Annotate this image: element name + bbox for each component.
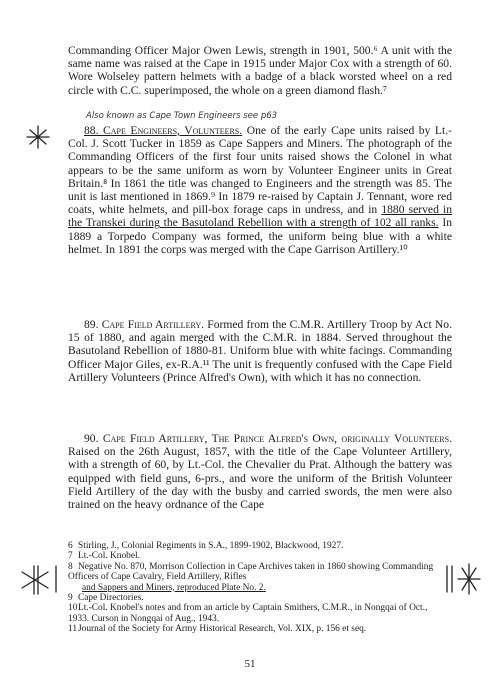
footnote-6: 6 Stirling, J., Colonial Regiments in S.A., 1899-1902, Blackwood, 1927.	[68, 541, 344, 551]
section-89-heading: 89. Cape Field Artillery.	[84, 318, 205, 331]
section-88-heading: 88. Cape Engineers, Volunteers.	[84, 124, 243, 137]
asterisk-mark-left-bottom	[22, 566, 56, 594]
section-89-body: Formed from the C.M.R. Artillery Troop by Act No. 15 of 1880, and again merged with the C.M.R. in 1884. Served throughout the Basutoland Rebellion of 1880-81. Uniform blue with white facings. Commanding Officer Major Giles, ex-R.A.¹¹ The unit is frequently confused with the Cape Field Artillery Volunteers (Prince Alfred's Own), with which it has no connection.	[68, 318, 452, 384]
section-90-body: Raised on the 26th August, 1857, with the title of the Cape Volunteer Artillery, with a strength of 60, by Lt.-Col. the Chevalier du Prat. Although the battery was equipped with field guns, 6-prs., and wore the uniform of the British Volunteer Field Artillery of the day with the busby and carried swords, the men were also trained on the heavy ordnance of the Cape	[68, 445, 452, 512]
section-88	[68, 124, 452, 256]
footnote-7: 7 Lt.-Col. Knobel.	[68, 551, 140, 562]
section-90-heading: 90. Cape Field Artillery, The Prince Alfred's Own, originally Volunteers.	[84, 432, 452, 445]
footnote-9: 9 Cape Directories.	[68, 593, 144, 604]
footnotes	[68, 541, 446, 635]
asterisk-mark-left-top	[27, 126, 49, 148]
page-number: 51	[244, 658, 256, 670]
intro-paragraph	[68, 44, 452, 97]
asterisk-mark-right-bottom	[447, 564, 480, 594]
footnote-10: 10Lt.-Col. Knobel's notes and from an article by Captain Smithers, C.M.R., in Nongqai of Oct., 1933. Curson in Nongqai of Aug., 1943.	[68, 603, 428, 624]
section-88-underlined: 1880 served in the Transkei during the Basutoland Rebellion with a strength of 102 all ranks.	[68, 203, 452, 230]
section-88-body-2: In 1889 a Torpedo Company was formed, the uniform being blue with a white helmet. In 1891 the corps was merged with the Cape Garrison Artillery.¹⁰	[68, 216, 452, 256]
section-88-body-1: One of the early Cape units raised by Lt.-Col. J. Scott Tucker in 1859 as Cape Sappers and Miners. The photograph of the Commanding Officers of the first four units raised shows the Colonel in what appears to be the same uniform as worn by Volunteer Engineer units in Great Britain.⁸ In 1861 the title was changed to Engineers and the strength was 85. The unit is last mentioned in 1869.⁹ In 1879 re-raised by Captain J. Tennant, wore red coats, white helmets, and pill-box forage caps in undress, and in	[68, 124, 452, 217]
handwritten-note: Also known as Cape Town Engineers see p63	[86, 111, 278, 121]
section-90	[68, 432, 452, 511]
footnote-8: 8 Negative No. 870, Morrison Collection in Cape Archives taken in 1860 showing Commanding Officers of Cape Cavalry, Field Artillery, Rifles and Sappers and Miners, reproduced Plate No. 2.	[68, 561, 434, 593]
intro-text: Commanding Officer Major Owen Lewis, strength in 1901, 500.⁶ A unit with the same name was raised at the Cape in 1915 under Major Cox with a strength of 60. Wore Wolseley pattern helmets with a badge of a black worsted wheel on a red circle with C.C. superimposed, the whole on a green diamond flash.⁷	[68, 44, 452, 97]
section-89	[68, 318, 452, 384]
footnote-11: 11Journal of the Society for Army Historical Research, Vol. XIX, p. 156 et seq.	[68, 624, 367, 635]
